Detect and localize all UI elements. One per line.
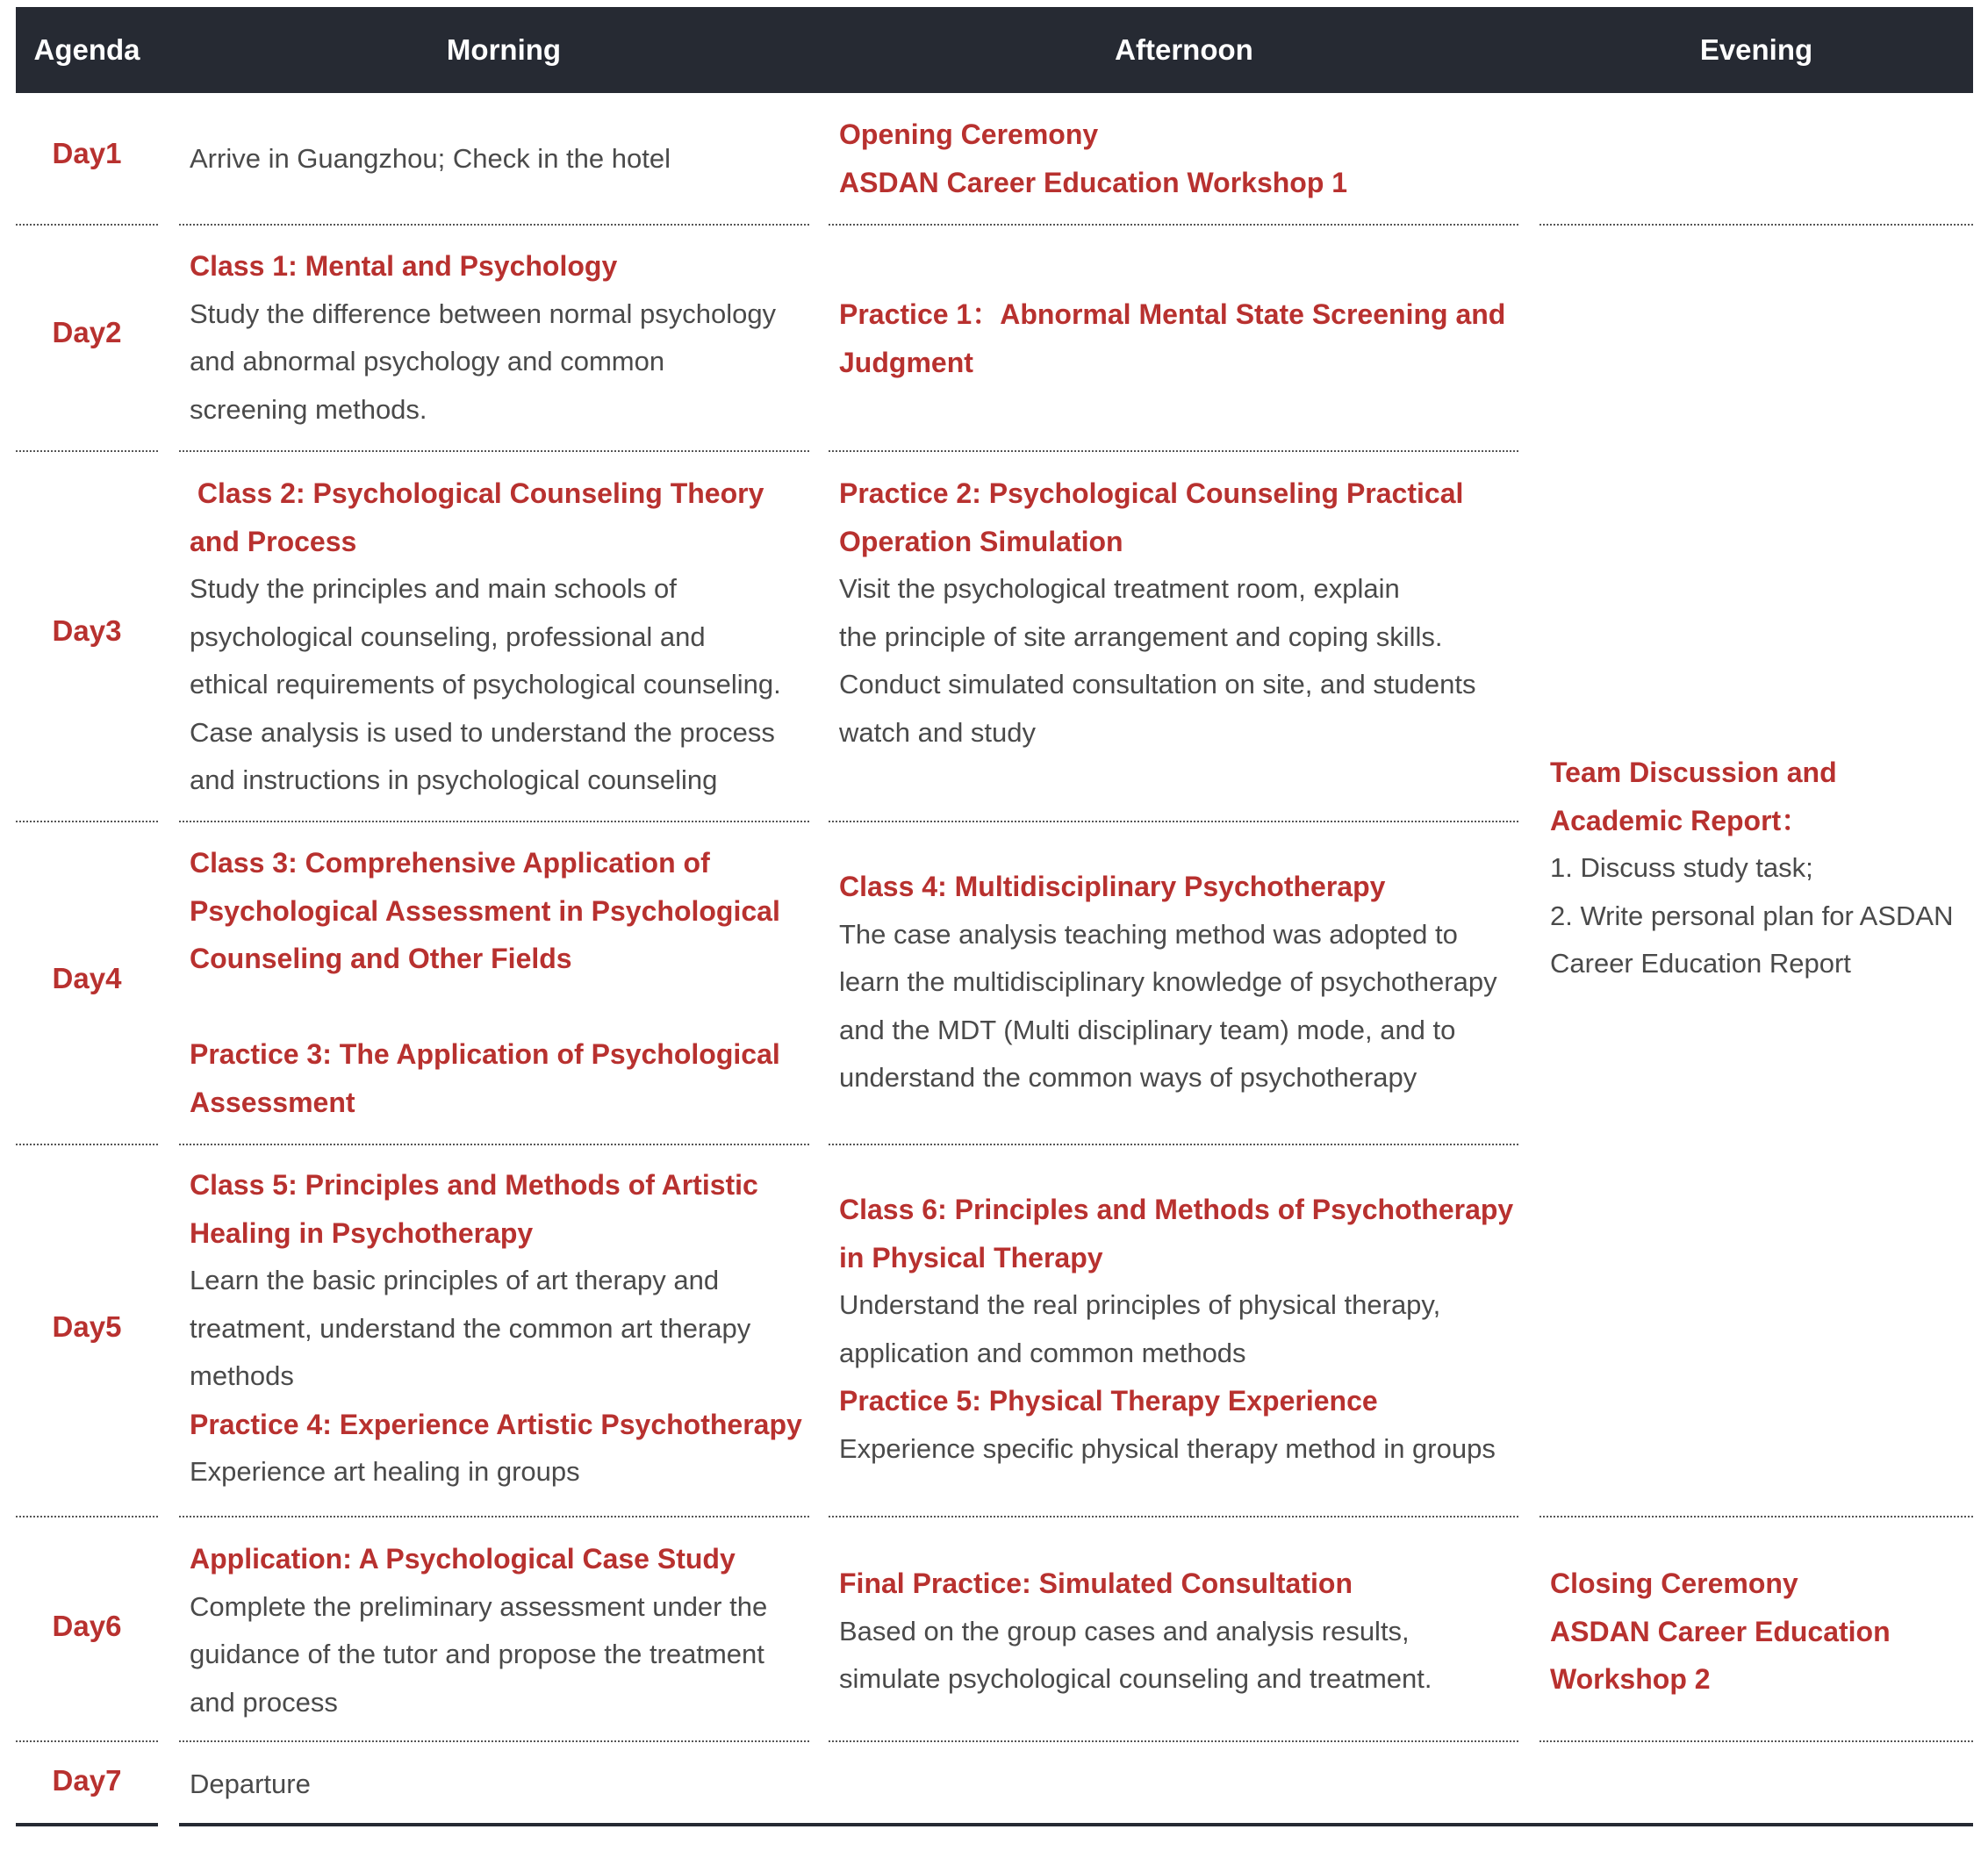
row-divider [1539, 1740, 1973, 1742]
day-label: Day2 [52, 316, 122, 348]
day3-afternoon [839, 470, 1476, 757]
morning-text: and abnormal psychology and common [190, 346, 665, 377]
afternoon-title: ASDAN Career Education Workshop 1 [839, 166, 1348, 198]
morning-text: screening methods. [190, 393, 427, 425]
afternoon-text: Understand the real principles of physical therapy, [839, 1289, 1441, 1320]
day6-evening [1550, 1560, 1891, 1704]
afternoon-title: Class 4: Multidisciplinary Psychotherapy [839, 871, 1386, 902]
evening-text: 2. Write personal plan for ASDAN [1550, 900, 1954, 931]
day-label: Day3 [52, 614, 122, 647]
row-divider [829, 450, 1518, 452]
morning-text: Study the difference between normal psychology [190, 298, 777, 329]
evening-text: 1. Discuss study task; [1550, 852, 1813, 883]
evening-title: Academic Report： [1550, 804, 1810, 836]
afternoon-title: Judgment [839, 346, 973, 378]
afternoon-text: Experience specific physical therapy method in groups [839, 1432, 1496, 1464]
evening-team-discussion [1550, 749, 1953, 988]
morning-text: Case analysis is used to understand the process [190, 716, 775, 748]
morning-title: Class 3: Comprehensive Application of [190, 847, 710, 879]
row-divider [179, 224, 809, 226]
morning-title: Application: A Psychological Case Study [190, 1543, 736, 1575]
row-divider [16, 224, 158, 226]
morning-text: Study the principles and main schools of [190, 573, 677, 604]
day3-morning [190, 470, 781, 805]
morning-title: Practice 4: Experience Artistic Psychotherapy [190, 1408, 802, 1440]
morning-text: Departure [190, 1768, 311, 1799]
day-label: Day5 [52, 1310, 122, 1343]
morning-text: ethical requirements of psychological counseling. [190, 669, 781, 700]
afternoon-text: Based on the group cases and analysis results, [839, 1615, 1410, 1647]
bottom-rule [179, 1823, 1973, 1826]
morning-text: Complete the preliminary assessment under the [190, 1590, 768, 1622]
afternoon-title: Opening Ceremony [839, 118, 1099, 150]
day5-morning [190, 1161, 802, 1496]
row-divider [16, 821, 158, 822]
row-divider [829, 821, 1518, 822]
day-label: Day4 [52, 962, 122, 994]
morning-title: Assessment [190, 1086, 355, 1118]
day7-morning [190, 1761, 311, 1809]
morning-text: Arrive in Guangzhou; Check in the hotel [190, 143, 671, 174]
header-evening: Evening [1699, 33, 1813, 66]
morning-text: guidance of the tutor and propose the treatment [190, 1639, 764, 1669]
day-label: Day1 [52, 137, 122, 169]
morning-title: Psychological Assessment in Psychological [190, 894, 780, 927]
bottom-rule [16, 1823, 158, 1826]
evening-title: Workshop 2 [1550, 1663, 1711, 1695]
afternoon-text: application and common methods [839, 1337, 1246, 1368]
morning-text: Experience art healing in groups [190, 1456, 580, 1487]
day6-morning [190, 1535, 767, 1726]
row-divider [179, 821, 809, 822]
afternoon-title: Final Practice: Simulated Consultation [839, 1568, 1353, 1599]
day4-afternoon [839, 863, 1497, 1102]
afternoon-text: learn the multidisciplinary knowledge of psychotherapy [839, 966, 1497, 997]
row-divider [179, 1516, 809, 1517]
afternoon-text: Conduct simulated consultation on site, and students [839, 669, 1476, 700]
morning-text: and instructions in psychological counseling [190, 764, 718, 795]
row-divider [829, 1144, 1518, 1145]
afternoon-text: and the MDT (Multi disciplinary team) mode, and to [839, 1014, 1456, 1045]
afternoon-text: watch and study [839, 716, 1037, 748]
row-divider [16, 1144, 158, 1145]
row-divider [16, 1740, 158, 1742]
morning-title: Class 2: Psychological Counseling Theory [190, 477, 764, 509]
morning-text: Learn the basic principles of art therapy and [190, 1265, 720, 1295]
day5-afternoon [839, 1186, 1513, 1473]
row-divider [179, 1144, 809, 1145]
table-header [16, 7, 1973, 93]
day2-morning [190, 242, 776, 434]
morning-text: methods [190, 1360, 294, 1391]
morning-title: Class 5: Principles and Methods of Artistic [190, 1169, 758, 1201]
morning-title: and Process [190, 525, 357, 557]
afternoon-title: Class 6: Principles and Methods of Psychotherapy [839, 1194, 1514, 1225]
afternoon-text: Visit the psychological treatment room, explain [839, 573, 1400, 604]
row-divider [829, 1740, 1518, 1742]
row-divider [179, 1740, 809, 1742]
row-divider [179, 450, 809, 452]
day-label: Day6 [52, 1610, 122, 1642]
row-divider [16, 450, 158, 452]
header-morning: Morning [446, 33, 562, 66]
afternoon-title: Operation Simulation [839, 525, 1123, 557]
morning-text: psychological counseling, professional and [190, 621, 706, 652]
morning-text: and process [190, 1686, 338, 1718]
morning-text: treatment, understand the common art therapy [190, 1312, 751, 1344]
row-divider [16, 1516, 158, 1517]
row-divider [829, 224, 1518, 226]
spacer [190, 983, 780, 1031]
evening-text: Career Education Report [1550, 948, 1851, 979]
afternoon-title: Practice 5: Physical Therapy Experience [839, 1385, 1378, 1417]
day1-morning [190, 135, 671, 183]
afternoon-text: The case analysis teaching method was adopted to [839, 918, 1458, 950]
afternoon-title: Practice 2: Psychological Counseling Practical [839, 477, 1464, 509]
day2-afternoon [839, 291, 1505, 386]
row-divider [1539, 1516, 1973, 1517]
evening-title: Team Discussion and [1550, 757, 1837, 788]
afternoon-text: understand the common ways of psychotherapy [839, 1062, 1417, 1093]
morning-title: Practice 3: The Application of Psychological [190, 1038, 780, 1070]
day-label: Day7 [52, 1764, 122, 1797]
header-agenda: Agenda [33, 33, 140, 66]
day6-afternoon [839, 1560, 1432, 1704]
header-afternoon: Afternoon [1115, 33, 1253, 66]
afternoon-title: in Physical Therapy [839, 1241, 1103, 1273]
row-divider [1539, 224, 1973, 226]
morning-title: Healing in Psychotherapy [190, 1216, 534, 1249]
morning-title: Class 1: Mental and Psychology [190, 250, 618, 282]
day1-afternoon [839, 111, 1347, 206]
afternoon-title: Practice 1：Abnormal Mental State Screening and [839, 298, 1506, 330]
row-divider [829, 1516, 1518, 1517]
afternoon-text: simulate psychological counseling and treatment. [839, 1663, 1432, 1694]
morning-title: Counseling and Other Fields [190, 943, 572, 974]
day4-morning [190, 839, 780, 1126]
evening-title: ASDAN Career Education [1550, 1615, 1891, 1647]
evening-title: Closing Ceremony [1550, 1568, 1798, 1599]
afternoon-text: the principle of site arrangement and coping skills. [839, 621, 1443, 652]
